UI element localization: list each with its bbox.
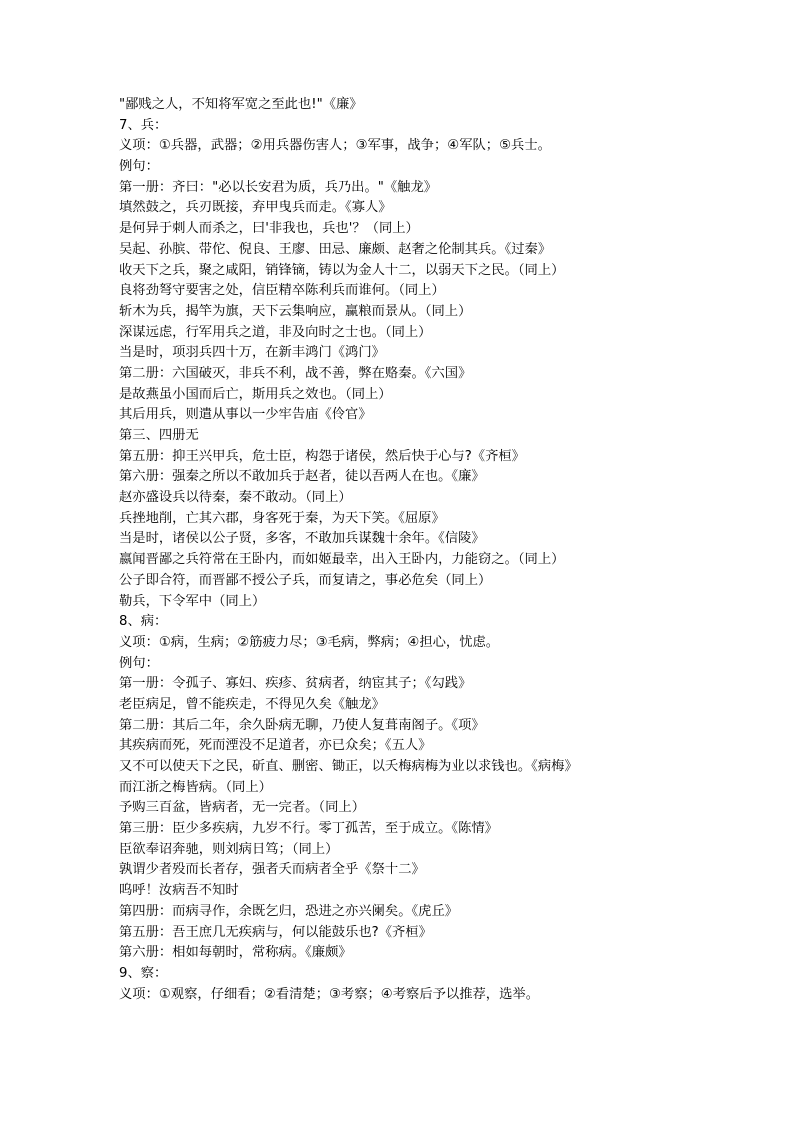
text-line: 填然鼓之，兵刃既接，弃甲曳兵而走。《寡人》	[119, 200, 392, 216]
section-heading-cha: 9、察：	[119, 965, 168, 981]
text-line: 斩木为兵，揭竿为旗，天下云集响应，赢粮而景从。（同上）	[119, 303, 472, 319]
text-line: 臣欲奉诏奔驰，则刘病日笃；（同上）	[119, 841, 339, 857]
text-line: "鄙贱之人，不知将军宽之至此也!"《廉》	[119, 97, 363, 112]
text-line: 予购三百盆，皆病者，无一完者。（同上）	[119, 800, 365, 816]
text-line: 其后用兵，则遣从事以一少牢告庙《伶官》	[119, 407, 372, 423]
section-heading-bing-2: 8、病：	[119, 614, 168, 630]
text-line: 其疾病而死，死而湮没不足道者，亦已众矣；《五人》	[119, 738, 432, 754]
text-line: 是何异于刺人而杀之，曰'非我也，兵也'？（同上）	[119, 221, 419, 237]
text-line: 第二册：其后二年，余久卧病无聊，乃使人复葺南阁子。《项》	[119, 717, 485, 733]
text-line: 良将劲弩守要害之处，信臣精卒陈利兵而谁何。（同上）	[119, 283, 445, 299]
text-line: 孰谓少者殁而长者存，强者夭而病者全乎《祭十二》	[119, 862, 425, 878]
document-body	[119, 95, 739, 1005]
text-line: 第四册：而病寻作，余既乞归，恐进之亦兴阑矣。《虎丘》	[119, 903, 459, 919]
text-line: 义项：①兵器，武器；②用兵器伤害人；③军事，战争；④军队；⑤兵士。	[119, 138, 551, 154]
text-line: 是故燕虽小国而后亡，斯用兵之效也。（同上）	[119, 386, 392, 402]
text-line: 义项：①观察，仔细看；②看清楚；③考察；④考察后予以推荐，选举。	[119, 986, 539, 1002]
text-line: 公子即合符，而晋鄙不授公子兵，而复请之，事必危矣（同上）	[119, 572, 492, 588]
text-line: 例句：	[119, 655, 159, 671]
text-line: 第五册：吾王庶几无疾病与，何以能鼓乐也?《齐桓》	[119, 924, 432, 940]
text-line: 第三册：臣少多疾病，九岁不行。零丁孤苦，至于成立。《陈情》	[119, 821, 498, 837]
text-line: 吴起、孙膑、带佗、倪良、王廖、田忌、廉颇、赵奢之伦制其兵。《过秦》	[119, 241, 552, 257]
text-line: 老臣病足，曾不能疾走，不得见久矣《触龙》	[119, 696, 385, 712]
text-line: 第三、四册无	[119, 428, 199, 443]
text-line: 又不可以使天下之民，斫直、删密、锄正，以夭梅病梅为业以求钱也。《病梅》	[119, 759, 578, 774]
text-line: 深谋远虑，行军用兵之道，非及向时之士也。（同上）	[119, 324, 432, 340]
text-line: 例句：	[119, 159, 159, 175]
text-line: 呜呼！汝病吾不知时	[119, 883, 239, 899]
text-line: 第六册：相如每朝时，常称病。《廉颇》	[119, 945, 352, 961]
text-line: 当是时，项羽兵四十万，在新丰鸿门《鸿门》	[119, 345, 385, 361]
text-line: 当是时，诸侯以公子贤，多客，不敢加兵谋魏十余年。《信陵》	[119, 531, 485, 547]
text-line: 第一册：令孤子、寡妇、疾疹、贫病者，纳宦其子；《勾践》	[119, 676, 472, 692]
section-heading-bing: 7、兵：	[119, 117, 168, 133]
text-line: 第一册：齐曰："必以长安君为质，兵乃出。"《触龙》	[119, 179, 438, 195]
text-line: 义项：①病，生病；②筋疲力尽；③毛病，弊病；④担心，忧虑。	[119, 634, 500, 650]
text-line: 第二册：六国破灭，非兵不利，战不善，弊在赂秦。《六国》	[119, 365, 472, 381]
text-line: 而江浙之梅皆病。（同上）	[119, 779, 272, 795]
text-line: 兵挫地削，亡其六郡，身客死于秦，为天下笑。《屈原》	[119, 510, 445, 526]
text-line: 第六册：强秦之所以不敢加兵于赵者，徒以吾两人在也。《廉》	[119, 469, 485, 485]
text-line: 嬴闻晋鄙之兵符常在王卧内，而如姬最幸，出入王卧内，力能窃之。（同上）	[119, 552, 565, 568]
text-line: 收天下之兵，聚之咸阳，销锋镝，铸以为金人十二，以弱天下之民。（同上）	[119, 262, 565, 278]
text-line: 赵亦盛设兵以待秦，秦不敢动。（同上）	[119, 490, 352, 506]
text-line: 第五册：抑王兴甲兵，危士臣，构怨于诸侯，然后快于心与?《齐桓》	[119, 448, 525, 464]
text-line: 勒兵，下令军中（同上）	[119, 593, 266, 609]
